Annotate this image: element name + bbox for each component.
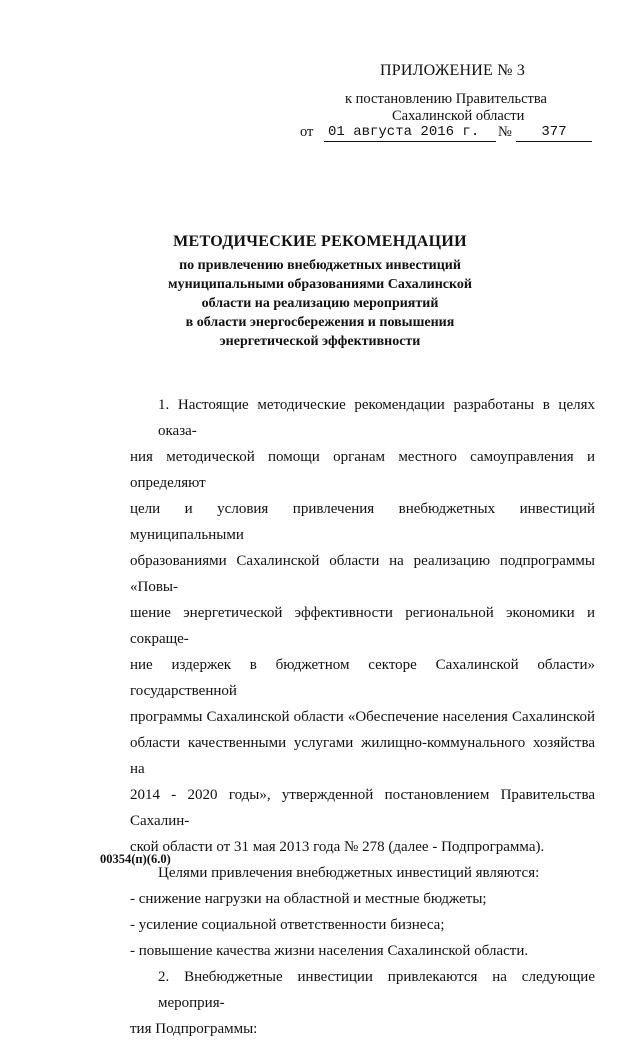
- number-prefix: №: [498, 124, 512, 140]
- text-line: образованиями Сахалинской области на реализацию подпрограммы «Повы-: [130, 553, 595, 595]
- text-line: шение энергетической эффективности региональной экономики и сокраще-: [130, 605, 595, 647]
- text-line: тия Подпрограммы:: [130, 1021, 258, 1037]
- date-prefix: от: [300, 124, 314, 140]
- document-code: 00354(п)(6.0): [100, 852, 171, 866]
- date-number-line: [300, 124, 600, 144]
- document-title: МЕТОДИЧЕСКИЕ РЕКОМЕНДАЦИИ: [173, 233, 467, 250]
- goal-item: - усиление социальной ответственности бизнеса;: [130, 917, 445, 933]
- text-line: 1. Настоящие методические рекомендации разработаны в целях оказа-: [158, 397, 595, 439]
- text-line: ние издержек в бюджетном секторе Сахалинской области» государственной: [130, 657, 595, 699]
- appendix-label: ПРИЛОЖЕНИЕ № 3: [380, 62, 526, 79]
- text-line: программы Сахалинской области «Обеспечение населения Сахалинской: [130, 709, 595, 725]
- subtitle-line: области на реализацию мероприятий: [201, 296, 439, 311]
- goals-intro: Целями привлечения внебюджетных инвестиций являются:: [158, 865, 540, 881]
- resolution-reference-line1: к постановлению Правительства: [345, 91, 547, 107]
- resolution-number: 377: [516, 124, 592, 142]
- paragraph-1: [130, 392, 595, 860]
- text-line: ской области от 31 мая 2013 года № 278 (далее - Подпрограмма).: [130, 839, 545, 855]
- goal-item: - снижение нагрузки на областной и местные бюджеты;: [130, 891, 487, 907]
- document-subtitle: [0, 256, 640, 351]
- subtitle-line: энергетической эффективности: [219, 334, 421, 349]
- paragraph-2: [130, 964, 595, 1042]
- resolution-date: 01 августа 2016 г.: [324, 124, 496, 142]
- text-line: 2. Внебюджетные инвестиции привлекаются на следующие мероприя-: [158, 969, 595, 1011]
- text-line: ния методической помощи органам местного самоуправления и определяют: [130, 449, 595, 491]
- resolution-reference-line2: Сахалинской области: [392, 108, 525, 124]
- subtitle-line: муниципальными образованиями Сахалинской: [168, 277, 472, 292]
- text-line: 2014 - 2020 годы», утвержденной постановлением Правительства Сахалин-: [130, 787, 595, 829]
- goal-item: - повышение качества жизни населения Сахалинской области.: [130, 943, 529, 959]
- subtitle-line: в области энергосбережения и повышения: [185, 315, 455, 330]
- text-line: цели и условия привлечения внебюджетных инвестиций муниципальными: [130, 501, 595, 543]
- text-line: области качественными услугами жилищно-коммунального хозяйства на: [130, 735, 595, 777]
- document-body: [130, 392, 595, 1042]
- subtitle-line: по привлечению внебюджетных инвестиций: [179, 258, 461, 273]
